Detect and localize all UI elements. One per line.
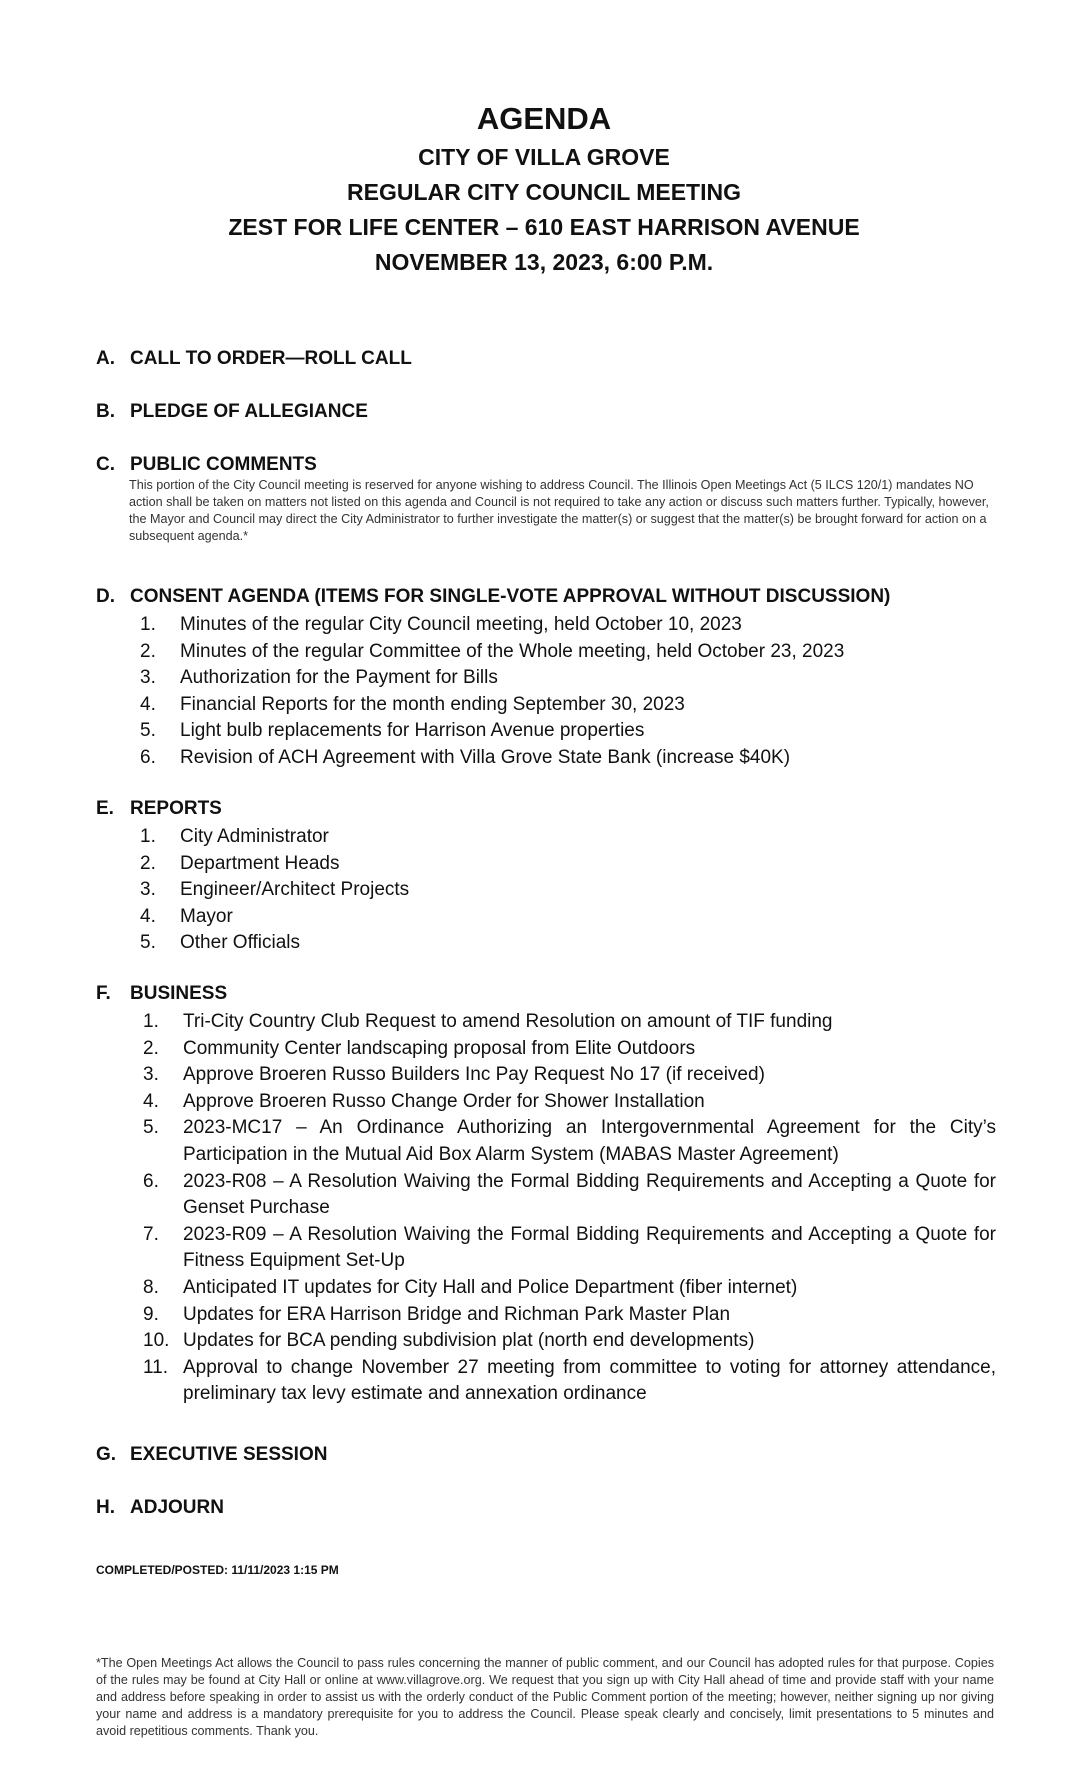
- item-number: 5.: [140, 932, 156, 954]
- item-text: Anticipated IT updates for City Hall and Police Department (fiber internet): [183, 1276, 798, 1298]
- list-item: [96, 639, 996, 666]
- item-number: 2.: [140, 640, 156, 662]
- agenda-title: AGENDA: [476, 101, 612, 136]
- item-text: City Administrator: [180, 826, 329, 847]
- meeting-type: REGULAR CITY COUNCIL MEETING: [347, 179, 741, 205]
- item-text: Approve Broeren Russo Change Order for Shower Installation: [183, 1090, 705, 1112]
- item-number: 11.: [143, 1356, 169, 1378]
- list-item: [96, 1036, 996, 1063]
- item-text: Approval to change November 27 meeting from committee to voting for attorney attendance, preliminary tax levy estimate and annexation ordinance: [183, 1356, 996, 1405]
- section-title: BUSINESS: [130, 983, 228, 1004]
- section-title: REPORTS: [130, 798, 222, 819]
- item-number: 6.: [143, 1170, 159, 1192]
- item-number: 5.: [140, 720, 156, 742]
- footnote: *The Open Meetings Act allows the Council to pass rules concerning the manner of public comment, and our Council has adopted rules for that purpose. Copies of the rules may be found at City Hall or online at www.villagrove.org. We request that you sign up with City Hall ahead of time and provide staff with your name and address before speaking in order to assist us with the orderly conduct of the Public Comment portion of the meeting; however, neither signing up nor giving your name and address is a mandatory prerequisite for you to address the Council. Please speak clearly and concisely, limit presentations to 5 minutes and avoid repetitious comments. Thank you.: [96, 1656, 994, 1738]
- list-item: [96, 1328, 996, 1355]
- section-heading: [96, 982, 996, 1006]
- list-item: [96, 745, 996, 772]
- section-letter: B.: [96, 401, 115, 422]
- item-text: Revision of ACH Agreement with Villa Grove State Bank (increase $40K): [180, 746, 791, 768]
- item-text: Updates for ERA Harrison Bridge and Richman Park Master Plan: [183, 1303, 731, 1325]
- list-item: [96, 1275, 996, 1302]
- section-executive-session: [96, 1443, 996, 1467]
- section-call-to-order: [96, 347, 996, 371]
- item-text: Updates for BCA pending subdivision plat (north end developments): [183, 1330, 755, 1352]
- section-heading: [96, 1443, 996, 1467]
- list-item: [96, 1169, 996, 1222]
- list-item: [96, 851, 996, 878]
- item-number: 1.: [143, 1011, 159, 1032]
- list-item: [96, 904, 996, 931]
- item-number: 9.: [143, 1303, 159, 1325]
- item-text: Mayor: [180, 905, 233, 927]
- section-heading: [96, 585, 996, 609]
- list-item: [96, 1355, 996, 1408]
- section-letter: G.: [96, 1444, 117, 1465]
- section-title: EXECUTIVE SESSION: [130, 1444, 328, 1465]
- list-item: [96, 1115, 996, 1168]
- item-text: 2023-MC17 – An Ordinance Authorizing an Intergovernmental Agreement for the City’s Participation in the Mutual Aid Box Alarm System (MABAS Master Agreement): [183, 1117, 996, 1165]
- item-text: Financial Reports for the month ending September 30, 2023: [180, 693, 685, 715]
- item-number: 6.: [140, 746, 156, 768]
- section-title: CONSENT AGENDA (ITEMS FOR SINGLE-VOTE APPROVAL WITHOUT DISCUSSION): [130, 586, 891, 607]
- item-number: 7.: [143, 1223, 159, 1245]
- item-text: Approve Broeren Russo Builders Inc Pay Request No 17 (if received): [183, 1064, 765, 1086]
- list-item: [96, 1062, 996, 1089]
- list-item: [96, 1302, 996, 1329]
- section-title: PUBLIC COMMENTS: [130, 454, 317, 475]
- item-text: Minutes of the regular City Council meeting, held October 10, 2023: [180, 614, 742, 635]
- section-title: PLEDGE OF ALLEGIANCE: [130, 401, 368, 422]
- section-adjourn: [96, 1496, 996, 1520]
- section-heading: [96, 1496, 996, 1520]
- list-item: [96, 1009, 996, 1036]
- list-item: [96, 718, 996, 745]
- item-text: Other Officials: [180, 932, 301, 954]
- list-item: [96, 824, 996, 851]
- item-number: 2.: [143, 1037, 159, 1059]
- item-text: Tri-City Country Club Request to amend Resolution on amount of TIF funding: [183, 1011, 833, 1032]
- item-number: 1.: [140, 826, 156, 847]
- section-heading: [96, 797, 996, 821]
- item-text: Authorization for the Payment for Bills: [180, 667, 498, 689]
- meeting-location: ZEST FOR LIFE CENTER – 610 EAST HARRISON AVENUE: [228, 214, 860, 240]
- item-number: 4.: [143, 1090, 159, 1112]
- item-text: Community Center landscaping proposal from Elite Outdoors: [183, 1037, 696, 1059]
- item-number: 3.: [140, 667, 156, 689]
- section-title: ADJOURN: [130, 1497, 224, 1518]
- item-text: Light bulb replacements for Harrison Avenue properties: [180, 720, 645, 742]
- section-consent-agenda: [96, 585, 996, 772]
- agenda-header: [0, 98, 1088, 280]
- item-number: 3.: [140, 879, 156, 901]
- section-heading: [96, 347, 996, 371]
- list-item: [96, 877, 996, 904]
- section-letter: E.: [96, 798, 114, 819]
- report-items: [96, 824, 996, 957]
- item-text: Minutes of the regular Committee of the Whole meeting, held October 23, 2023: [180, 640, 845, 662]
- city-name: CITY OF VILLA GROVE: [418, 144, 670, 170]
- list-item: [96, 1089, 996, 1116]
- list-item: [96, 665, 996, 692]
- section-public-comments: [96, 453, 996, 545]
- list-item: [96, 612, 996, 639]
- section-reports: [96, 797, 996, 957]
- meeting-datetime: NOVEMBER 13, 2023, 6:00 P.M.: [374, 249, 714, 275]
- item-number: 10.: [143, 1330, 170, 1352]
- section-heading: [96, 453, 996, 477]
- section-letter: F.: [96, 983, 111, 1004]
- section-business: [96, 982, 996, 1408]
- item-text: Department Heads: [180, 852, 340, 874]
- public-comments-note: This portion of the City Council meeting is reserved for anyone wishing to address Council. The Illinois Open Meetings Act (5 ILCS 120/1) mandates NO action shall be taken on matters not listed on this agenda and Council is not required to take any action or discuss such matters further. Typically, however, the Mayor and Council may direct the City Administrator to further investigate the matter(s) or suggest that the matter(s) be brought forward for action on a subsequent agenda.*: [129, 478, 989, 543]
- item-number: 1.: [140, 614, 156, 635]
- section-pledge: [96, 400, 996, 424]
- item-number: 2.: [140, 852, 156, 874]
- section-letter: H.: [96, 1497, 115, 1518]
- item-text: 2023-R08 – A Resolution Waiving the Formal Bidding Requirements and Accepting a Quote for Genset Purchase: [183, 1170, 996, 1219]
- section-letter: A.: [96, 348, 115, 369]
- item-text: Engineer/Architect Projects: [180, 879, 410, 901]
- section-letter: C.: [96, 454, 115, 475]
- item-number: 4.: [140, 693, 156, 715]
- item-text: 2023-R09 – A Resolution Waiving the Formal Bidding Requirements and Accepting a Quote for Fitness Equipment Set-Up: [183, 1223, 996, 1272]
- section-title: CALL TO ORDER—ROLL CALL: [130, 348, 412, 369]
- list-item: [96, 1222, 996, 1275]
- item-number: 5.: [143, 1117, 159, 1139]
- business-items: [96, 1009, 996, 1408]
- item-number: 4.: [140, 905, 156, 927]
- item-number: 8.: [143, 1276, 159, 1298]
- section-heading: [96, 400, 996, 424]
- section-letter: D.: [96, 586, 115, 607]
- posted-timestamp: COMPLETED/POSTED: 11/11/2023 1:15 PM: [96, 1563, 339, 1577]
- list-item: [96, 930, 996, 957]
- item-number: 3.: [143, 1064, 159, 1086]
- list-item: [96, 692, 996, 719]
- consent-items: [96, 612, 996, 772]
